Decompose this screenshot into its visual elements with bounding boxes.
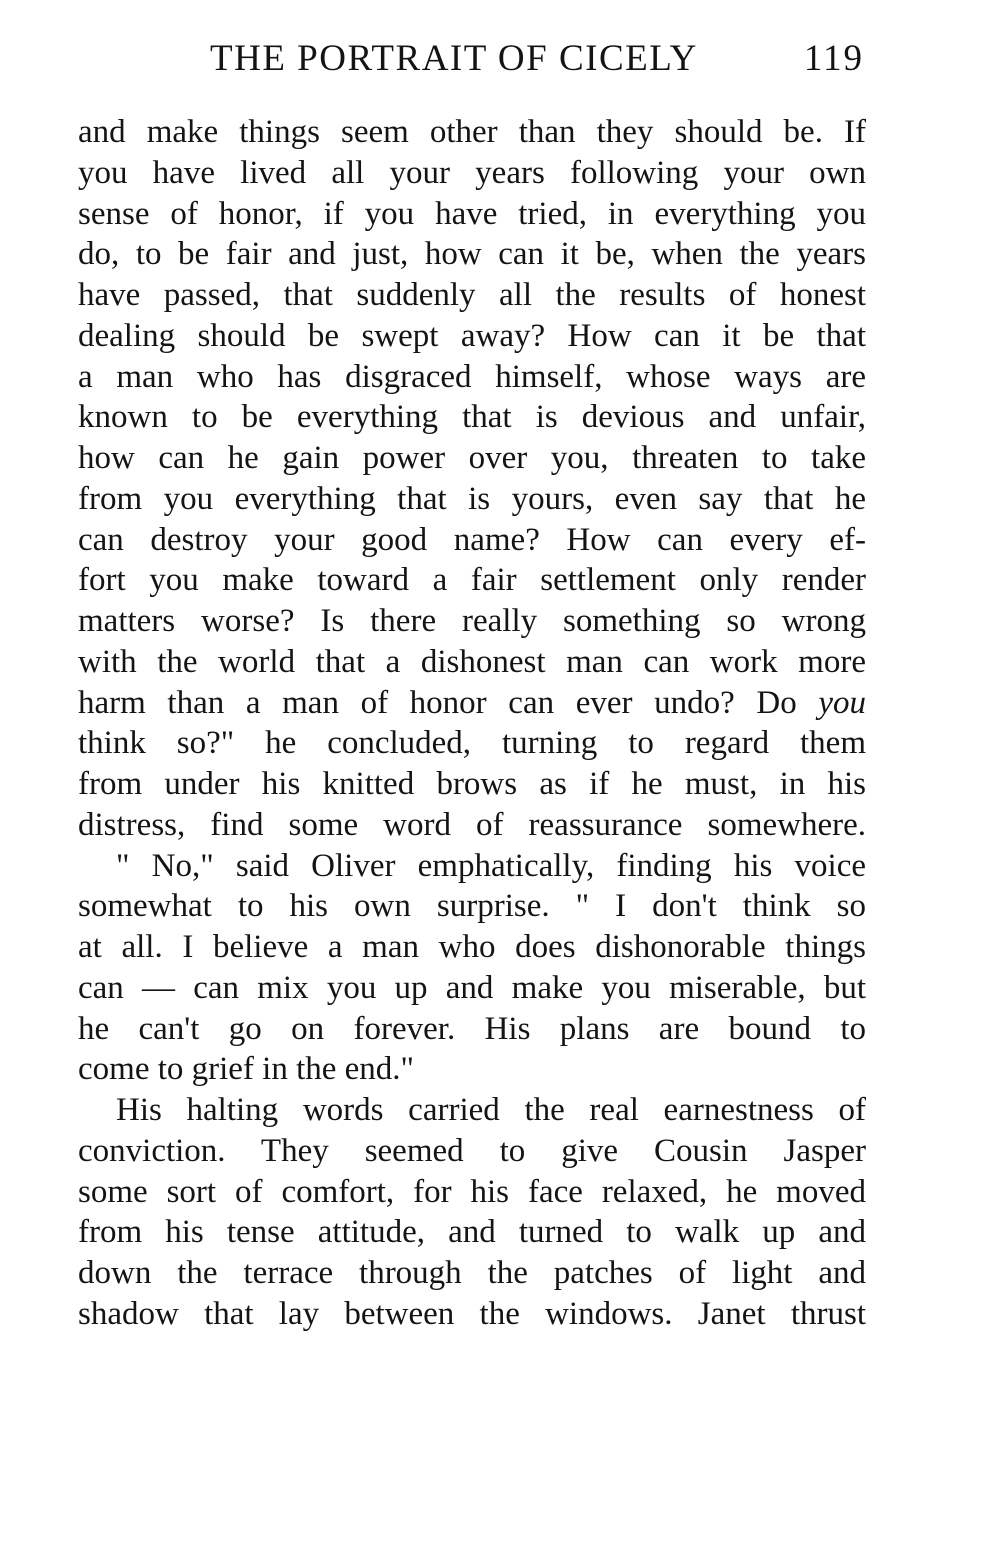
text-line: with the world that a dishonest man can work more [78, 643, 866, 680]
text-line: " No," said Oliver emphatically, finding his voice [116, 847, 866, 884]
text-line: some sort of comfort, for his face relaxed, he moved [78, 1173, 866, 1210]
text-line: conviction. They seemed to give Cousin Jasper [78, 1132, 866, 1169]
text-line: dealing should be swept away? How can it be that [78, 317, 866, 354]
body-text [78, 112, 866, 1335]
text-line: somewhat to his own surprise. " I don't think so [78, 888, 866, 925]
text-line: how can he gain power over you, threaten to take [78, 440, 866, 476]
text-line: do, to be fair and just, how can it be, when the years [78, 236, 866, 273]
text-line: have passed, that suddenly all the results of honest [78, 277, 866, 313]
text-line: from under his knitted brows as if he must, in his [78, 766, 866, 802]
text-line: matters worse? Is there really something so wrong [78, 603, 866, 639]
text-line: known to be everything that is devious and unfair, [78, 399, 866, 436]
text-line: think so?" he concluded, turning to regard them [78, 725, 866, 762]
text-line-with-italic [78, 683, 866, 724]
running-title: THE PORTRAIT OF CICELY [210, 38, 698, 79]
text-line: can destroy your good name? How can every ef- [78, 521, 866, 558]
text-line: a man who has disgraced himself, whose ways are [78, 358, 866, 395]
text-line: from you everything that is yours, even say that he [78, 480, 866, 517]
text-line: shadow that lay between the windows. Janet thrust [78, 1295, 866, 1332]
text-line: can — can mix you up and make you miserable, but [78, 969, 866, 1006]
text-segment: harm than a man of honor can ever undo? Do [78, 684, 819, 721]
paragraph-1 [78, 112, 866, 846]
text-line: from his tense attitude, and turned to walk up and [78, 1214, 866, 1251]
text-line: distress, find some word of reassurance somewhere. [78, 806, 866, 843]
text-line: you have lived all your years following your own [78, 154, 866, 191]
paragraph-3 [78, 1090, 866, 1335]
text-line: down the terrace through the patches of light and [78, 1255, 866, 1291]
text-line: at all. I believe a man who does dishonorable things [78, 929, 866, 965]
text-line: fort you make toward a fair settlement only render [78, 562, 866, 599]
italic-word: you [818, 684, 866, 721]
text-line: sense of honor, if you have tried, in everything you [78, 195, 866, 232]
text-line: and make things seem other than they should be. If [78, 114, 866, 150]
text-line: he can't go on forever. His plans are bound to [78, 1010, 866, 1047]
page-header [78, 34, 866, 84]
text-line: come to grief in the end." [78, 1051, 415, 1088]
page-number: 119 [803, 38, 864, 79]
paragraph-2 [78, 846, 866, 1091]
text-line: His halting words carried the real earnestness of [116, 1092, 866, 1128]
